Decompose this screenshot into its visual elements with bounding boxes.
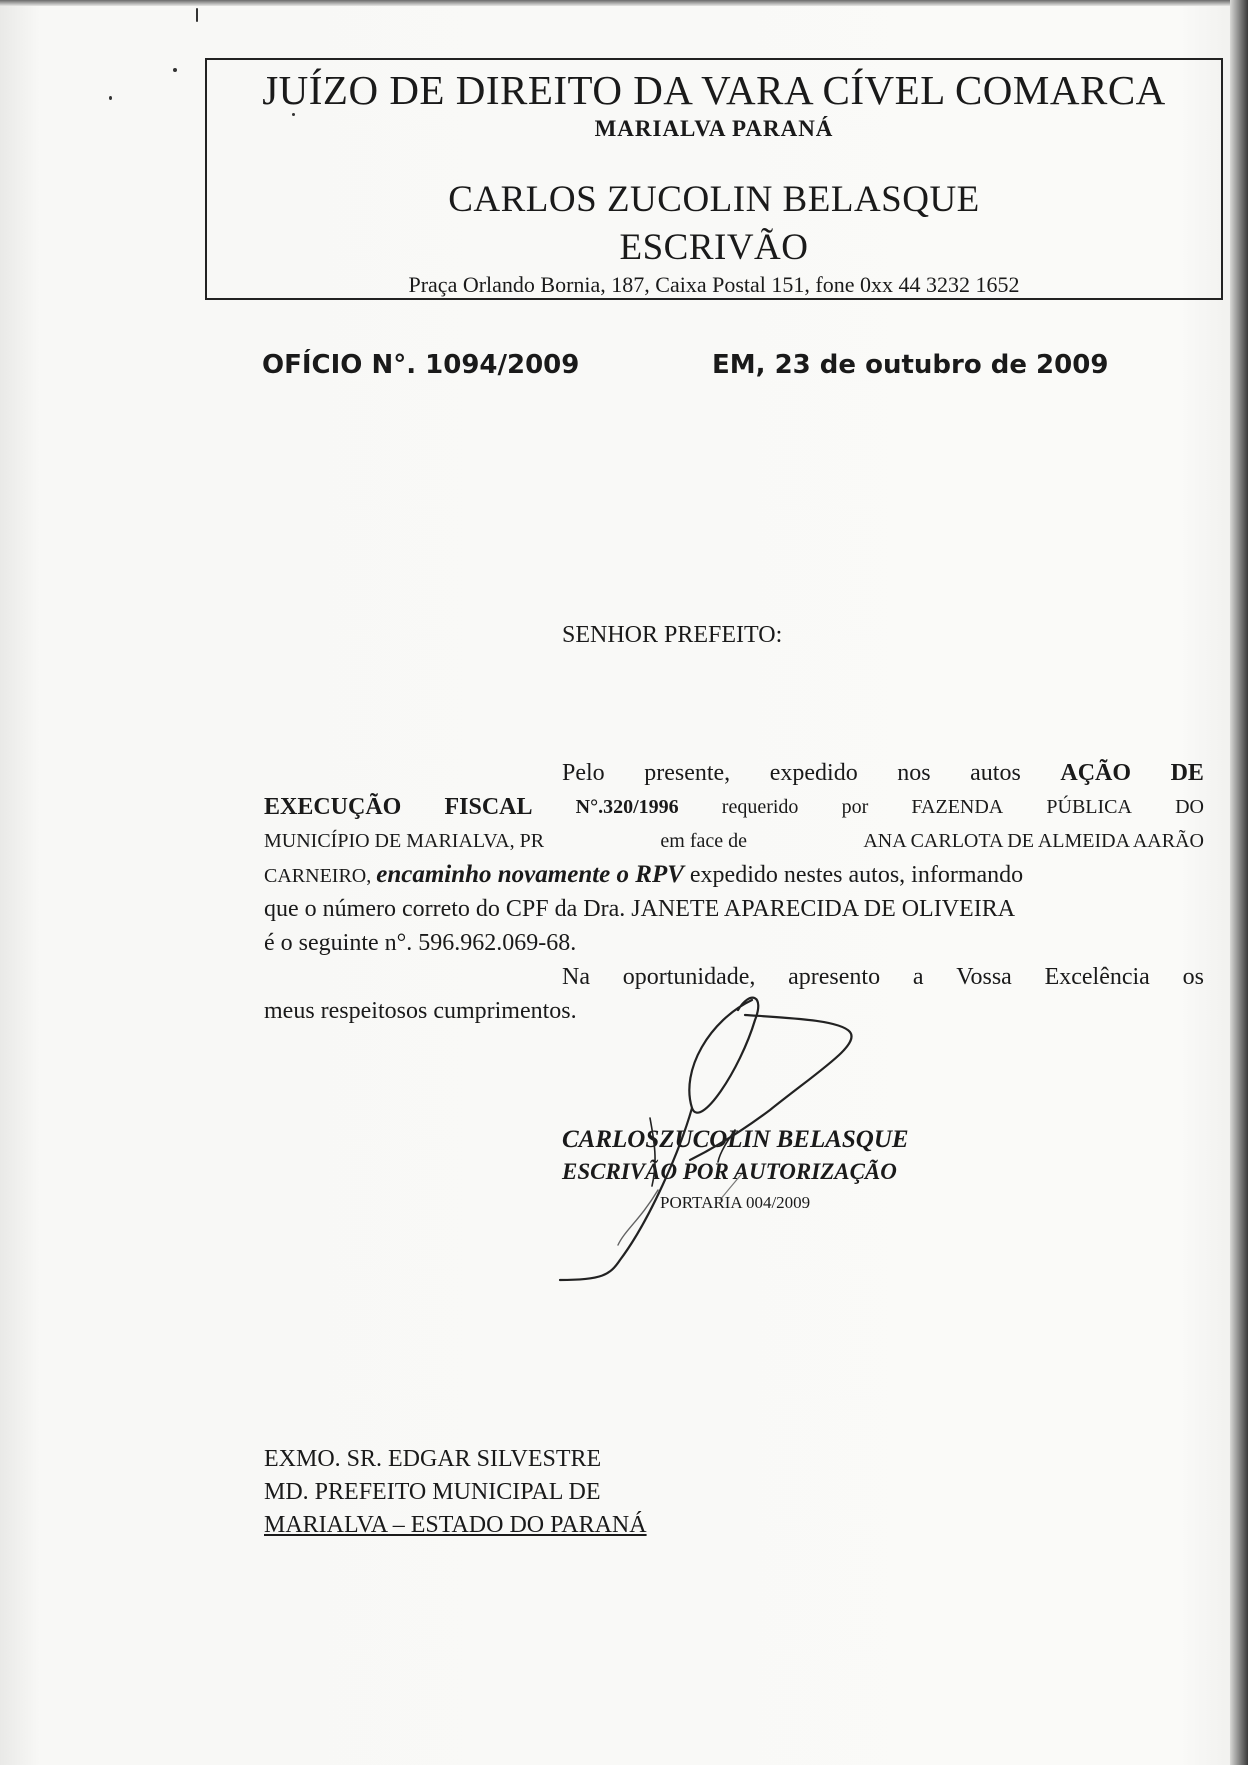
process-number: N°.320/1996 [575, 796, 679, 818]
body-line-1 [562, 756, 1204, 790]
body-word: Pelo [562, 760, 605, 786]
body-word: presente, [644, 760, 731, 786]
body-text-span: MUNICÍPIO DE MARIALVA, PR [264, 830, 545, 852]
body-word: autos [970, 760, 1021, 786]
body-word: DO [1175, 796, 1204, 818]
handwritten-signature [540, 990, 860, 1290]
body-word: requerido [721, 796, 799, 818]
body-word: FAZENDA [911, 796, 1004, 818]
body-word: os [1182, 964, 1204, 990]
signer-portaria: PORTARIA 004/2009 [660, 1193, 811, 1212]
body-word: Vossa [956, 964, 1012, 990]
body-text-span: em face de [655, 830, 752, 852]
addressee-line-2: MD. PREFEITO MUNICIPAL DE [264, 1479, 601, 1505]
body-line-5: que o número correto do CPF da Dra. JANETE APARECIDA DE OLIVEIRA [264, 896, 1016, 922]
salutation: SENHOR PREFEITO: [562, 622, 783, 648]
body-word-bold: AÇÃO [1060, 760, 1132, 786]
body-word: Na [562, 964, 590, 990]
body-line-7 [562, 960, 1204, 994]
signer-role: ESCRIVÃO POR AUTORIZAÇÃO [562, 1159, 897, 1184]
letterhead-city: MARIALVA PARANÁ [594, 116, 834, 141]
letterhead-clerk-name: CARLOS ZUCOLIN BELASQUE [448, 179, 980, 220]
body-text-span: CARNEIRO, [264, 865, 377, 887]
body-line-2 [264, 790, 1204, 824]
body-word-bold: EXECUÇÃO [264, 794, 402, 820]
body-text-span: expedido nestes autos, informando [683, 862, 1024, 888]
addressee-line-1: EXMO. SR. EDGAR SILVESTRE [264, 1446, 602, 1472]
body-line-4 [264, 858, 1023, 893]
body-emphasis: encaminho novamente o RPV [376, 861, 684, 888]
scan-right-edge [1230, 0, 1248, 1765]
scan-top-edge [0, 0, 1248, 6]
body-line-8: meus respeitosos cumprimentos. [264, 998, 577, 1024]
letterhead-court: JUÍZO DE DIREITO DA VARA CÍVEL COMARCA [262, 67, 1166, 113]
body-text-span: ANA CARLOTA DE ALMEIDA AARÃO [863, 830, 1204, 852]
body-word: a [912, 964, 924, 990]
body-word: oportunidade, [622, 964, 756, 990]
body-line-6: é o seguinte n°. 596.962.069-68. [264, 930, 577, 956]
body-word: Excelência [1044, 964, 1150, 990]
letterhead-address: Praça Orlando Bornia, 187, Caixa Postal 151, fone 0xx 44 3232 1652 [408, 272, 1020, 297]
body-word: PÚBLICA [1046, 796, 1132, 818]
body-word: apresento [788, 964, 881, 990]
letterhead-clerk-role: ESCRIVÃO [619, 227, 809, 268]
letterhead-box [205, 58, 1223, 300]
body-word: por [841, 796, 869, 818]
oficio-date: EM, 23 de outubro de 2009 [712, 350, 1109, 380]
body-word: expedido [769, 760, 858, 786]
addressee-line-3: MARIALVA – ESTADO DO PARANÁ [264, 1512, 647, 1538]
body-word: nos [897, 760, 931, 786]
body-word-bold: FISCAL [444, 794, 533, 820]
signer-name: CARLOSZUCOLIN BELASQUE [562, 1126, 909, 1153]
body-word-bold: DE [1170, 760, 1204, 786]
body-line-3 [264, 824, 1204, 858]
oficio-number: OFÍCIO N°. 1094/2009 [262, 350, 580, 380]
